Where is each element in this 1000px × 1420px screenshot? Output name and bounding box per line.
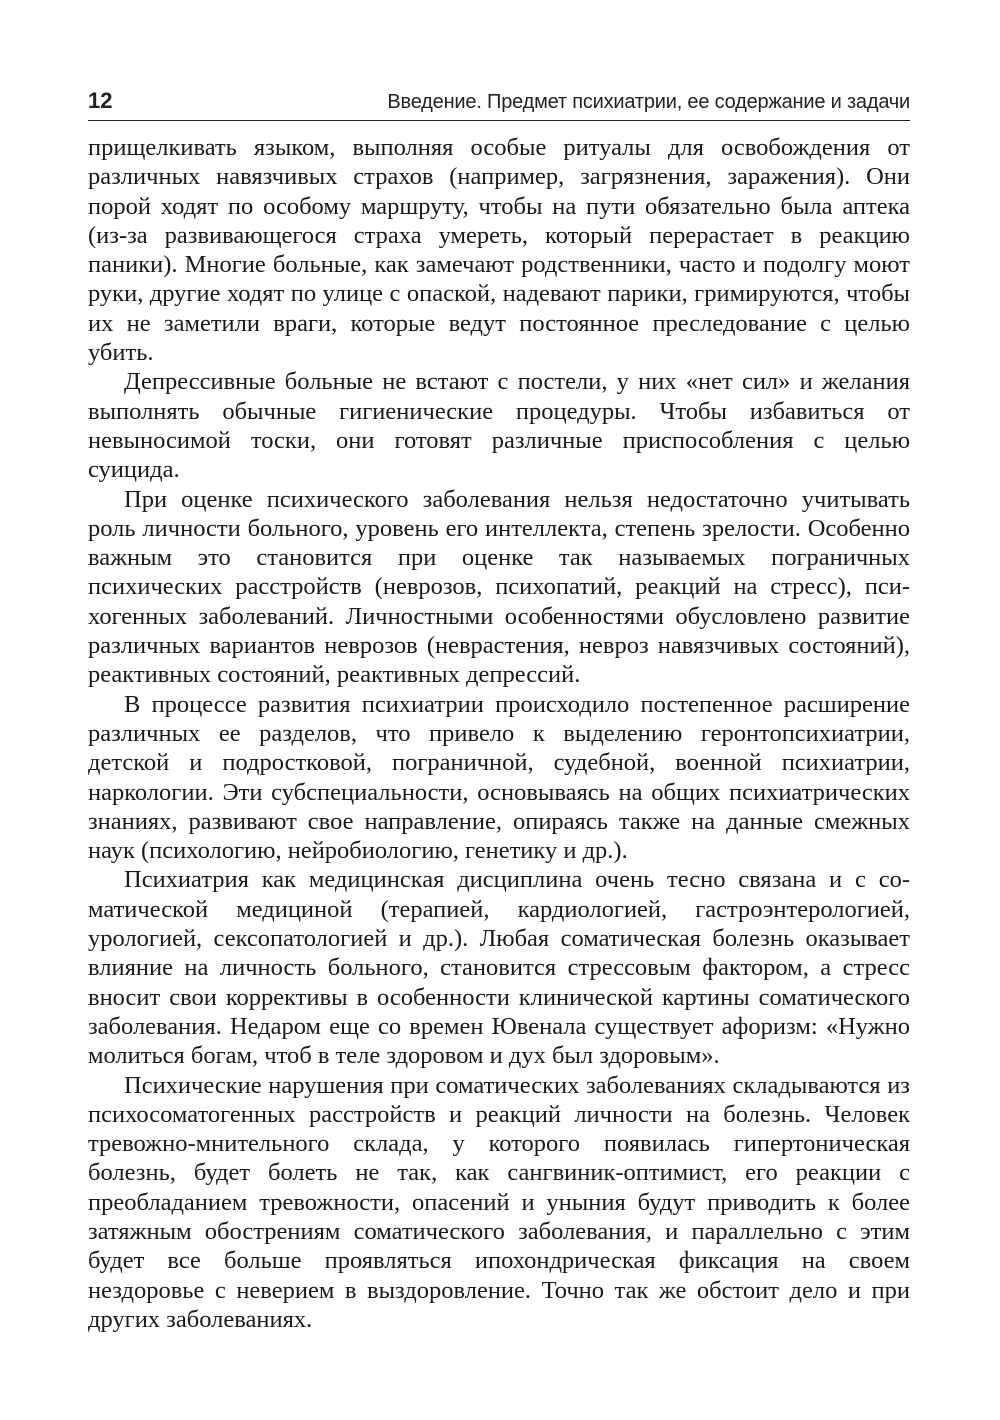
- paragraph-continuation: прищелкивать языком, выполняя особые ритуалы для освобождения от различных навязчивых страхов (например, загрязнения, заражения). Они порой ходят по особому маршруту, чтобы на пути обязательно была аптека (из-за развивающегося страха умереть, который перерастает в реакцию паники). Многие больные, как замечают родственники, часто и подолгу моют руки, другие ходят по улице с опаской, надевают парики, гримируются, чтобы их не заметили враги, которые ведут постоянное преследование с целью убить.: [88, 134, 910, 367]
- running-header: [88, 88, 910, 121]
- paragraph: Депрессивные больные не встают с постели, у них «нет сил» и желания выполнять обычные гигиенические процедуры. Чтобы избавиться от невыносимой тоски, они готовят различные приспособления с целью суицида.: [88, 368, 910, 484]
- running-header-title: Введение. Предмет психиатрии, ее содержание и задачи: [387, 91, 910, 113]
- paragraph: При оценке психического заболевания нельзя недостаточно учитывать роль личности больного, уровень его интеллекта, степень зрелости. Особенно важным это становится при оценке так называемых пограничных психических расстройств (неврозов, психопатий, реакций на стресс), психогенных заболеваний. Личностными особенностями обусловлено развитие различных вариантов неврозов (неврастения, невроз навязчивых состояний), реактивных состояний, реактивных депрессий.: [88, 485, 910, 689]
- body-text: [88, 133, 910, 1334]
- book-page: [88, 88, 910, 1334]
- paragraph: В процессе развития психиатрии происходило постепенное расширение различных ее разделов, что привело к выделению геронтопсихиатрии, детской и подростковой, пограничной, судебной, военной психиатрии, наркологии. Эти субспециальности, основываясь на общих психиатрических знаниях, развивают свое направление, опираясь также на данные смежных наук (психологию, нейробиологию, генетику и др.).: [88, 690, 910, 865]
- page-number: 12: [88, 88, 113, 113]
- paragraph: Психиатрия как медицинская дисциплина очень тесно связана и с соматической медициной (терапией, кардиологией, гастроэнтерологией, урологией, сексопатологией и др.). Любая соматическая болезнь оказывает влияние на личность больного, становится стрессовым фактором, а стресс вносит свои коррективы в особенности клинической картины соматического заболевания. Недаром еще со времен Ювенала существует афоризм: «Нужно молиться богам, чтоб в теле здоровом и дух был здоровым».: [88, 866, 910, 1070]
- paragraph: Психические нарушения при соматических заболеваниях складываются из психосоматогенных расстройств и реакций личности на болезнь. Человек тревожно-мнительного склада, у которого появилась гипертоническая болезнь, будет болеть не так, как сангвиник-оптимист, его реакции с преобладанием тревожности, опасений и уныния будут приводить к более затяжным обострениям соматического заболевания, и параллельно с этим будет все больше проявляться ипохондрическая фиксация на своем нездоровье с неверием в выздоровление. Точно так же обстоит дело и при других заболеваниях.: [88, 1071, 910, 1333]
